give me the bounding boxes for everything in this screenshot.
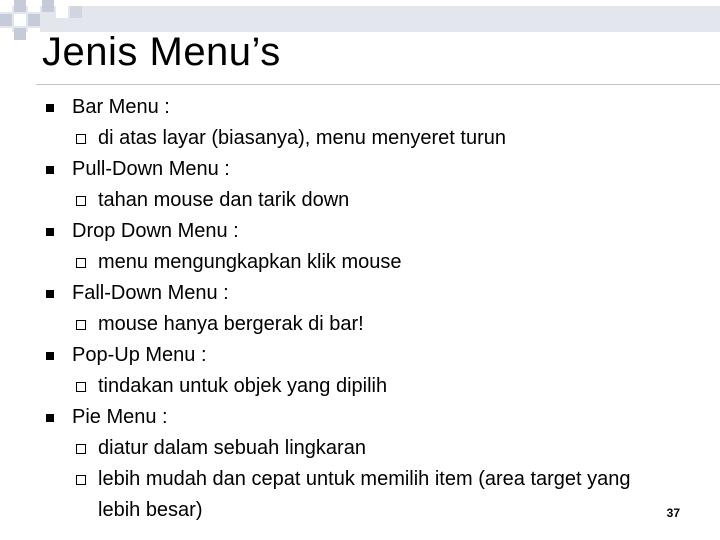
list-item (40, 340, 700, 371)
deco-square (42, 0, 54, 12)
square-bullet-icon (46, 228, 54, 236)
sub-item-text: diatur dalam sebuah lingkaran (98, 437, 366, 459)
hollow-square-bullet-icon (76, 382, 86, 392)
square-bullet-icon (46, 414, 54, 422)
item-label: Pop-Up Menu : (72, 344, 207, 366)
sub-item-text: tahan mouse dan tarik down (98, 189, 350, 211)
list-item (40, 154, 700, 185)
hollow-square-bullet-icon (76, 134, 86, 144)
item-label: Drop Down Menu : (72, 220, 239, 242)
sub-item (72, 371, 700, 402)
square-bullet-icon (46, 104, 54, 112)
deco-square (28, 14, 40, 26)
hollow-square-bullet-icon (76, 320, 86, 330)
item-label: Bar Menu : (72, 96, 170, 118)
deco-square (70, 6, 82, 18)
deco-square (28, 28, 40, 40)
hollow-square-bullet-icon (76, 444, 86, 454)
sub-item-text: menu mengungkapkan klik mouse (98, 251, 402, 273)
sub-item (72, 309, 700, 340)
square-bullet-icon (46, 352, 54, 360)
list-item (40, 216, 700, 247)
sub-item (72, 123, 700, 154)
title-underline (36, 84, 720, 85)
deco-square (0, 28, 12, 40)
list-item (40, 402, 700, 433)
slide-title: Jenis Menu’s (42, 30, 281, 74)
item-label: Pie Menu : (72, 406, 168, 428)
deco-square (0, 0, 12, 12)
deco-square (14, 28, 26, 40)
deco-square (14, 14, 26, 26)
deco-square (56, 6, 68, 18)
sub-item (72, 185, 700, 216)
square-bullet-icon (46, 290, 54, 298)
page-number: 37 (666, 506, 680, 520)
sub-item-text: mouse hanya bergerak di bar! (98, 313, 364, 335)
hollow-square-bullet-icon (76, 196, 86, 206)
square-bullet-icon (46, 166, 54, 174)
hollow-square-bullet-icon (76, 258, 86, 268)
deco-square (0, 14, 12, 26)
item-label: Fall-Down Menu : (72, 282, 229, 304)
deco-square (28, 0, 40, 12)
list-item (40, 278, 700, 309)
hollow-square-bullet-icon (76, 475, 86, 485)
bullet-list (40, 92, 700, 526)
sub-item-text: lebih mudah dan cepat untuk memilih item (area target yang lebih besar) (98, 468, 631, 521)
sub-item (72, 464, 658, 526)
list-item (40, 92, 700, 123)
sub-item (72, 247, 700, 278)
sub-item-text: di atas layar (biasanya), menu menyeret turun (98, 127, 506, 149)
sub-item (72, 433, 700, 464)
deco-square (14, 0, 26, 12)
item-label: Pull-Down Menu : (72, 158, 230, 180)
sub-item-text: tindakan untuk objek yang dipilih (98, 375, 388, 397)
